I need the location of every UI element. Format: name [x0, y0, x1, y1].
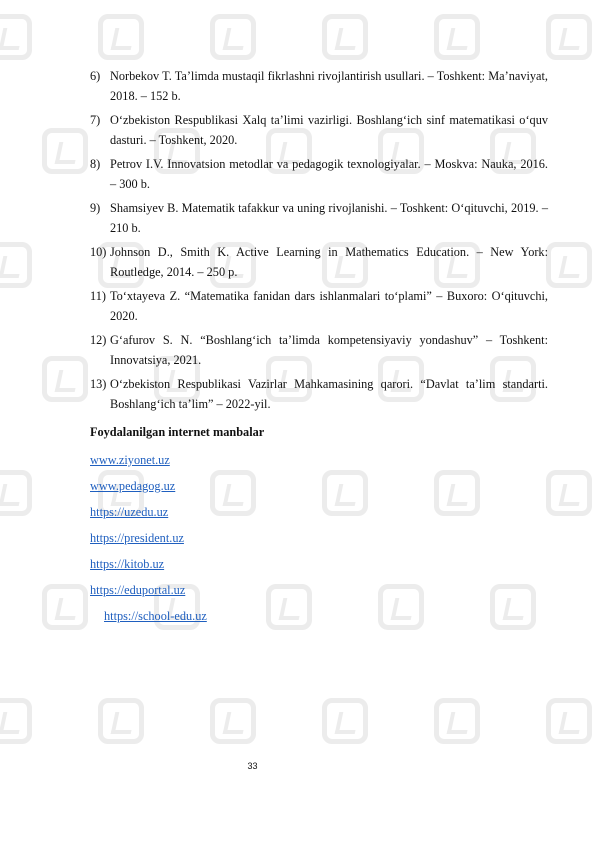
watermark-logo: [98, 698, 144, 744]
reference-text: G‘afurov S. N. “Boshlang‘ich ta’limda kompetensiyaviy yondashuv” – Toshkent: Innovatsiya, 2021.: [110, 333, 548, 367]
reference-number: 11): [90, 289, 106, 303]
watermark-logo: [0, 242, 32, 288]
reference-text: Norbekov T. Ta’limda mustaqil fikrlashni rivojlantirish usullari. – Toshkent: Ma’naviyat, 2018. – 152 b.: [110, 69, 548, 103]
reference-text: O‘zbekiston Respublikasi Xalq ta’limi vazirligi. Boshlang‘ich sinf matematikasi o‘quv dasturi. – Toshkent, 2020.: [110, 113, 548, 147]
reference-number: 9): [90, 201, 101, 215]
page-content: [90, 66, 548, 632]
reference-number: 6): [90, 69, 101, 83]
link-president[interactable]: https://president.uz: [90, 531, 184, 545]
watermark-logo: [546, 242, 592, 288]
reference-text: Petrov I.V. Innovatsion metodlar va pedagogik texnologiyalar. – Moskva: Nauka, 2016. – 300 b.: [110, 157, 548, 191]
link-school-edu[interactable]: https://school-edu.uz: [104, 609, 207, 623]
internet-sources-heading: Foydalanilgan internet manbalar: [90, 425, 265, 439]
reference-number: 8): [90, 157, 101, 171]
watermark-logo: [210, 698, 256, 744]
watermark-logo: [546, 14, 592, 60]
reference-item: [90, 154, 548, 194]
reference-item: [90, 66, 548, 106]
watermark-logo: [0, 470, 32, 516]
reference-text: O‘zbekiston Respublikasi Vazirlar Mahkamasining qarori. “Davlat ta’lim standarti. Boshlang‘ich ta’lim” – 2022-yil.: [110, 377, 548, 411]
watermark-logo: [546, 698, 592, 744]
watermark-logo: [546, 470, 592, 516]
watermark-logo: [434, 14, 480, 60]
link-kitob[interactable]: https://kitob.uz: [90, 557, 165, 571]
reference-text: Shamsiyev B. Matematik tafakkur va uning rivojlanishi. – Toshkent: O‘qituvchi, 2019. – 210 b.: [110, 201, 548, 235]
reference-item: [90, 198, 548, 238]
watermark-logo: [434, 698, 480, 744]
reference-item: [90, 110, 548, 150]
reference-number: 12): [90, 333, 107, 347]
reference-number: 10): [90, 245, 107, 259]
reference-item: [90, 286, 548, 326]
watermark-logo: [42, 356, 88, 402]
watermark-logo: [42, 584, 88, 630]
reference-item: [90, 374, 548, 414]
reference-item: [90, 330, 548, 370]
watermark-logo: [210, 14, 256, 60]
watermark-logo: [42, 128, 88, 174]
link-ziyonet[interactable]: www.ziyonet.uz: [90, 453, 170, 467]
watermark-logo: [0, 14, 32, 60]
watermark-logo: [0, 698, 32, 744]
reference-text: To‘xtayeva Z. “Matematika fanidan dars ishlanmalari to‘plami” – Buxoro: O‘qituvchi, 2020.: [110, 289, 548, 323]
page-number: 33: [247, 761, 258, 771]
link-eduportal[interactable]: https://eduportal.uz: [90, 583, 186, 597]
watermark-logo: [322, 698, 368, 744]
link-uzedu[interactable]: https://uzedu.uz: [90, 505, 169, 519]
reference-item: [90, 242, 548, 282]
reference-number: 7): [90, 113, 101, 127]
reference-number: 13): [90, 377, 107, 391]
link-pedagog[interactable]: www.pedagog.uz: [90, 479, 176, 493]
reference-list: [90, 66, 548, 414]
watermark-logo: [322, 14, 368, 60]
internet-sources-list: [90, 450, 548, 626]
reference-text: Johnson D., Smith K. Active Learning in Mathematics Education. – New York: Routledge, 2014. – 250 p.: [110, 245, 548, 279]
watermark-logo: [98, 14, 144, 60]
